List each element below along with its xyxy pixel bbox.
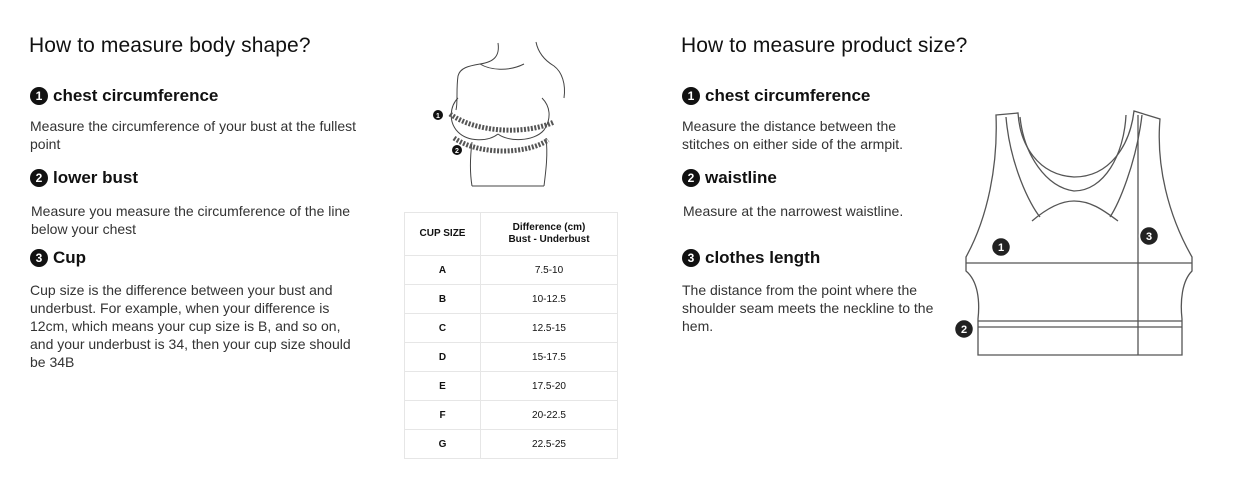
- cup-cell: E: [405, 372, 481, 401]
- table-row: [405, 285, 618, 314]
- table-row: [405, 401, 618, 430]
- body-marker-2: 2: [455, 148, 459, 155]
- step-2-number-icon: 2: [30, 169, 48, 187]
- table-header-row: [405, 213, 618, 256]
- step-3-number-icon: 3: [30, 249, 48, 267]
- bra-marker-1: 1: [997, 242, 1005, 254]
- diff-cell: 12.5-15: [481, 314, 618, 343]
- cup-size-table: [404, 212, 618, 459]
- diff-cell: 10-12.5: [481, 285, 618, 314]
- left-step-3-desc: Cup size is the difference between your bust and underbust. For example, when your difference is 12cm, which means your cup size is B, and so on, and your underbust is 34, then your cup size should be 34B: [30, 282, 351, 370]
- right-step-2-title: waistline: [705, 168, 777, 187]
- left-step-3-heading: [30, 248, 86, 268]
- sports-bra-illustration: [950, 105, 1200, 365]
- right-step-3-heading: [682, 248, 820, 268]
- left-step-2-title: lower bust: [53, 168, 139, 187]
- diff-cell: 17.5-20: [481, 372, 618, 401]
- right-step-1-title: chest circumference: [705, 86, 871, 105]
- left-step-1-title: chest circumference: [53, 86, 219, 105]
- bra-marker-3: 3: [1145, 231, 1153, 243]
- right-step-2-heading: [682, 168, 777, 188]
- left-step-2-heading: [30, 168, 138, 188]
- right-step-3-desc: The distance from the point where the shoulder seam meets the neckline to the hem.: [682, 282, 934, 334]
- table-row: [405, 372, 618, 401]
- cup-cell: G: [405, 430, 481, 459]
- left-title: How to measure body shape?: [29, 34, 311, 57]
- cup-size-header: CUP SIZE: [405, 213, 481, 256]
- table-row: [405, 343, 618, 372]
- body-marker-1: 1: [436, 113, 440, 120]
- cup-cell: D: [405, 343, 481, 372]
- table-row: [405, 256, 618, 285]
- right-step-1-heading: [682, 86, 870, 106]
- step-3-number-icon: 3: [682, 249, 700, 267]
- difference-header: [481, 213, 618, 256]
- table-row: [405, 430, 618, 459]
- right-step-3-title: clothes length: [705, 248, 821, 267]
- right-step-2-desc: Measure at the narrowest waistline.: [683, 203, 904, 219]
- table-row: [405, 314, 618, 343]
- diff-cell: 20-22.5: [481, 401, 618, 430]
- difference-header-line2: Bust - Underbust: [508, 234, 590, 245]
- bra-marker-2: 2: [960, 324, 968, 336]
- right-title: How to measure product size?: [681, 34, 968, 57]
- diff-cell: 22.5-25: [481, 430, 618, 459]
- cup-cell: A: [405, 256, 481, 285]
- left-step-2-desc: Measure you measure the circumference of the line below your chest: [31, 203, 351, 237]
- right-step-1-desc: Measure the distance between the stitches on either side of the armpit.: [682, 118, 903, 152]
- diff-cell: 7.5-10: [481, 256, 618, 285]
- step-1-number-icon: 1: [30, 87, 48, 105]
- cup-cell: C: [405, 314, 481, 343]
- step-1-number-icon: 1: [682, 87, 700, 105]
- left-step-1-heading: [30, 86, 218, 106]
- left-step-1-desc: Measure the circumference of your bust at the fullest point: [30, 118, 357, 152]
- left-step-3-title: Cup: [53, 248, 87, 267]
- cup-cell: F: [405, 401, 481, 430]
- body-measurement-illustration: [428, 38, 568, 190]
- step-2-number-icon: 2: [682, 169, 700, 187]
- diff-cell: 15-17.5: [481, 343, 618, 372]
- cup-cell: B: [405, 285, 481, 314]
- difference-header-line1: Difference (cm): [512, 222, 586, 233]
